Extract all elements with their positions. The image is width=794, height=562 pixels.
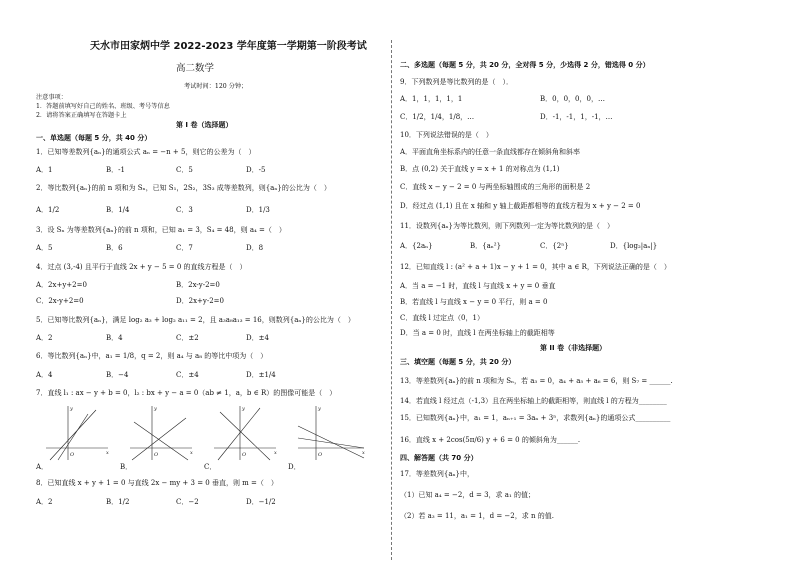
notice-item-2: 2．请将答案正确填写在答题卡上: [36, 112, 127, 119]
q17-part-2: （2）若 a₃ = 11，a₁ = 1，d = −2，求 n 的值.: [400, 512, 554, 520]
question-14: 14．若直线 l 经过点（-1,3）且在两坐标轴上的截距相等，则直线 l 的方程为________: [400, 397, 667, 405]
column-divider: [391, 40, 392, 560]
q1-option-c: C．5: [176, 166, 193, 174]
question-5: 5．已知等比数列{aₙ}，满足 log₂ a₃ + log₂ a₁₁ = 2，且 a₃a₈a₁₃ = 16，则数列{aₙ}的公比为（ ）: [36, 316, 355, 324]
q9-option-c: C．1/2，1/4，1/8，…: [400, 113, 475, 121]
q12-option-b: B．若直线 l 与直线 x − y = 0 平行，则 a = 0: [400, 298, 548, 306]
section-heading-multi: 二、多选题（每题 5 分，共 20 分，全对得 5 分，少选得 2 分，错选得 0 分）: [400, 61, 650, 69]
q5-option-d: D．±4: [246, 334, 269, 342]
q2-option-c: C．3: [176, 206, 193, 214]
svg-text:O: O: [242, 452, 247, 458]
q11-option-a: A．{2aₙ}: [400, 242, 433, 250]
question-16: 16．直线 x + 2cos(5π/6) y + 6 = 0 的倾斜角为______.: [400, 436, 581, 444]
question-9: 9．下列数列是等比数列的是（ ）．: [400, 78, 513, 86]
q7-option-b: B．: [120, 463, 133, 471]
svg-text:x: x: [274, 450, 277, 456]
q5-option-a: A．2: [36, 334, 53, 342]
q6-option-b: B．−4: [106, 371, 129, 379]
question-15: 15．已知数列{aₙ}中，a₁ = 1，aₙ₊₁ = 3aₙ + 3ⁿ，求数列{aₙ}的通项公式__________: [400, 414, 671, 422]
exam-time: 考试时间：120 分钟；: [184, 83, 248, 90]
q8-option-a: A．2: [36, 498, 53, 506]
q12-option-a: A．当 a = −1 时，直线 l 与直线 x + y = 0 垂直: [400, 282, 556, 290]
q2-option-a: A．1/2: [36, 206, 60, 214]
q6-option-a: A．4: [36, 371, 53, 379]
q2-option-d: D．1/3: [246, 206, 270, 214]
q7-graph-c: [210, 404, 280, 462]
svg-text:y: y: [70, 406, 73, 412]
q12-option-c: C．直线 l 过定点（0，1）: [400, 314, 484, 322]
part-heading-2: 第 II 卷（非选择题）: [540, 344, 607, 352]
q10-option-b: B．点 (0,2) 关于直线 y = x + 1 的对称点为 (1,1): [400, 165, 560, 173]
question-6: 6．等比数列{aₙ}中，a₁ = 1/8，q = 2，则 a₄ 与 a₈ 的等比中项为（ ）: [36, 352, 268, 360]
svg-text:O: O: [70, 452, 75, 458]
q2-option-b: B．1/4: [106, 206, 130, 214]
question-17: 17．等差数列{aₙ}中，: [400, 470, 475, 478]
q11-option-b: B．{aₙ²}: [470, 242, 502, 250]
q9-option-d: D．-1，-1，1，-1，…: [540, 113, 613, 121]
q7-option-a: A．: [36, 463, 49, 471]
question-1: 1．已知等差数列{aₙ}的通项公式 aₙ = −n + 5，则它的公差为（ ）: [36, 148, 256, 156]
svg-text:y: y: [318, 406, 321, 412]
svg-text:y: y: [154, 406, 157, 412]
q7-option-c: C．: [204, 463, 217, 471]
question-2: 2．等比数列{aₙ}的前 n 项和为 Sₙ，已知 S₁，2S₂，3S₃ 成等差数列，则{aₙ}的公比为（ ）: [36, 184, 331, 192]
q10-option-a: A．平面直角坐标系内的任意一条直线都存在倾斜角和斜率: [400, 148, 581, 156]
q4-option-c: C．2x-y+2=0: [36, 297, 84, 305]
q5-option-b: B．4: [106, 334, 123, 342]
question-10: 10．下列说法错误的是（ ）: [400, 131, 493, 139]
section-heading-answer: 四、解答题（共 70 分）: [400, 454, 478, 462]
question-11: 11．设数列{aₙ}为等比数列，则下列数列一定为等比数列的是（ ）: [400, 222, 615, 230]
q6-option-d: D．±1/4: [246, 371, 276, 379]
q8-option-c: C．−2: [176, 498, 199, 506]
q17-part-1: （1）已知 a₄ = −2，d = 3，求 a₁ 的值；: [400, 491, 535, 499]
svg-text:y: y: [242, 406, 245, 412]
q7-graph-a: [42, 404, 112, 462]
svg-text:x: x: [106, 450, 109, 456]
q7-option-d: D．: [288, 463, 301, 471]
q3-option-b: B．6: [106, 244, 123, 252]
q12-option-d: D．当 a = 0 时，直线 l 在两坐标轴上的截距相等: [400, 329, 555, 337]
q5-option-c: C．±2: [176, 334, 199, 342]
q1-option-d: D．-5: [246, 166, 266, 174]
q6-option-c: C．±4: [176, 371, 199, 379]
question-12: 12．已知直线 l : (a² + a + 1)x − y + 1 = 0，其中 a ∈ R，下列说法正确的是（ ）: [400, 263, 671, 271]
q11-option-d: D．{log₂|aₙ|}: [610, 242, 658, 250]
left-column: [36, 0, 384, 562]
q4-option-d: D．2x+y-2=0: [176, 297, 224, 305]
notice-title: 注意事项：: [36, 94, 67, 101]
q8-option-d: D．−1/2: [246, 498, 276, 506]
section-heading-fill: 三、填空题（每题 5 分，共 20 分）: [400, 358, 516, 366]
q3-option-d: D．8: [246, 244, 264, 252]
q7-graph-b: [126, 404, 196, 462]
svg-text:x: x: [190, 450, 193, 456]
notice-item-1: 1．答题前填写好自己的姓名、班级、考号等信息: [36, 103, 170, 110]
q10-option-c: C．直线 x − y − 2 = 0 与两坐标轴围成的三角形的面积是 2: [400, 183, 591, 191]
q3-option-a: A．5: [36, 244, 53, 252]
section-heading-single: 一、单选题（每题 5 分，共 40 分）: [36, 134, 152, 142]
subject-title: 高二数学: [176, 63, 215, 74]
question-7: 7．直线 l₁ : ax − y + b = 0，l₂ : bx + y − a = 0（ab ≠ 1，a，b ∈ R）的图像可能是（ ）: [36, 389, 337, 397]
q9-option-b: B．0，0，0，0，…: [540, 95, 605, 103]
question-3: 3．设 Sₙ 为等差数列{aₙ}的前 n 项和，已知 a₁ = 3，S₄ = 48，则 a₄ =（ ）: [36, 226, 286, 234]
q4-option-a: A．2x+y+2=0: [36, 281, 87, 289]
q9-option-a: A．1，1，1，1，1: [400, 95, 463, 103]
question-13: 13．等差数列{aₙ}的前 n 项和为 Sₙ，若 a₃ = 0，a₄ + a₅ + a₆ = 6，则 S₇ = ______.: [400, 377, 673, 385]
q7-graph-d: [294, 404, 368, 462]
q10-option-d: D．经过点 (1,1) 且在 x 轴和 y 轴上截距都相等的直线方程为 x + y − 2 = 0: [400, 202, 641, 210]
svg-text:O: O: [154, 452, 159, 458]
q1-option-a: A．1: [36, 166, 53, 174]
svg-text:x: x: [362, 450, 365, 456]
q11-option-c: C．{2ⁿ}: [540, 242, 569, 250]
exam-title: 天水市田家炳中学 2022-2023 学年度第一学期第一阶段考试: [90, 41, 367, 52]
q1-option-b: B．-1: [106, 166, 125, 174]
part-heading-1: 第 I 卷（选择题）: [176, 121, 233, 129]
q8-option-b: B．1/2: [106, 498, 130, 506]
svg-text:O: O: [318, 452, 323, 458]
question-8: 8．已知直线 x + y + 1 = 0 与直线 2x − my + 3 = 0 垂直，则 m =（ ）: [36, 479, 278, 487]
q3-option-c: C．7: [176, 244, 193, 252]
right-column: [400, 0, 768, 562]
q4-option-b: B．2x-y-2=0: [176, 281, 220, 289]
question-4: 4．过点 (3,-4) 且平行于直线 2x + y − 5 = 0 的直线方程是（ ）: [36, 263, 247, 271]
